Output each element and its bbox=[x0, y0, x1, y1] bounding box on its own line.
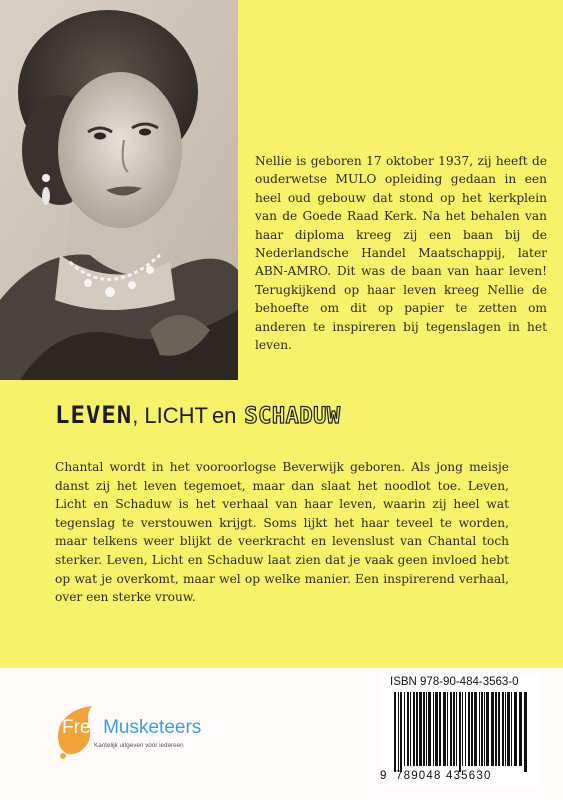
publisher-musketeers: Musketeers bbox=[103, 717, 202, 738]
barcode-bar bbox=[453, 692, 455, 766]
barcode-bar bbox=[407, 692, 409, 766]
barcode-bar bbox=[507, 692, 510, 766]
barcode-bar bbox=[450, 692, 452, 766]
barcode-bar bbox=[462, 692, 463, 766]
barcode-bar bbox=[426, 692, 427, 766]
title-schaduw: SCHADUW bbox=[244, 404, 341, 429]
publisher-tagline: Kantelijk uitgeven voor iedereen bbox=[94, 742, 184, 749]
barcode-bar bbox=[435, 692, 438, 766]
barcode-bar bbox=[479, 692, 480, 766]
barcode-bar bbox=[471, 692, 473, 766]
publisher-free: Free bbox=[62, 717, 102, 738]
barcode-bar bbox=[423, 692, 425, 766]
barcode-bar bbox=[474, 692, 477, 766]
title-leven: LEVEN bbox=[55, 401, 133, 429]
barcode-bar bbox=[514, 692, 517, 766]
barcode-icon bbox=[380, 675, 540, 775]
isbn-digit-first: 9 bbox=[380, 770, 388, 782]
publisher-logo bbox=[52, 700, 222, 760]
barcode-bar bbox=[447, 692, 448, 766]
barcode-bar bbox=[459, 692, 461, 772]
barcode-bar bbox=[394, 692, 396, 772]
barcode-bar bbox=[404, 692, 405, 766]
barcode-bar bbox=[484, 692, 485, 766]
barcode-bar bbox=[410, 692, 411, 766]
barcode-bar bbox=[468, 692, 470, 766]
barcode-bar bbox=[443, 692, 446, 766]
isbn-label: ISBN 978-90-484-3563-0 bbox=[390, 676, 519, 688]
barcode-bar bbox=[495, 692, 497, 766]
barcode-bar bbox=[413, 692, 415, 766]
barcode-bar bbox=[419, 692, 422, 766]
barcode-bar bbox=[433, 692, 434, 766]
barcode-bar bbox=[428, 692, 431, 766]
isbn-digits-rest: 789048 435630 bbox=[396, 770, 492, 782]
title-licht: LICHT bbox=[144, 403, 208, 428]
barcode-bar bbox=[439, 692, 441, 766]
barcode-bar bbox=[416, 692, 418, 766]
barcode-bar bbox=[505, 692, 506, 766]
barcode-bar bbox=[398, 692, 399, 772]
barcode-bar bbox=[400, 692, 402, 772]
publisher-name bbox=[62, 717, 201, 739]
barcode-bar bbox=[486, 692, 489, 766]
author-photo bbox=[0, 0, 238, 380]
barcode-bar bbox=[519, 692, 522, 766]
title-en: en bbox=[211, 403, 237, 428]
barcode-bar bbox=[511, 692, 512, 766]
author-bio: Nellie is geboren 17 oktober 1937, zij heeft de ouderwetse MULO opleiding gedaan in een heel oud gebouw dat stond op het kerkplein van de Goede Raad Kerk. Na het behalen van haar diploma kreeg zij een baan bij de Nederlandsche Handel Maatschappij, later ABN-AMRO. Dit was de baan van haar leven! Terugkijkend op haar leven kreeg Nellie de behoefte om dit op papier te zetten om anderen te inspireren bij tegenslagen in het leven. bbox=[255, 154, 547, 353]
barcode-bar bbox=[524, 692, 527, 772]
barcode-bar bbox=[498, 692, 500, 766]
isbn-barcode-block bbox=[380, 675, 540, 787]
book-blurb: Chantal wordt in het vooroorlogse Beverwijk geboren. Als jong meisje danst zij het leven tegemoet, maar dan slaat het noodlot toe. Leven, Licht en Schaduw is het verhaal van haar leven, waarin zij heel wat tegenslag te verstouwen krijgt. Soms lijkt het haar teveel te worden, maar telkens weer blijkt de veerkracht en levenslust van Chantal toch sterker. Leven, Licht en Schaduw laat zien dat je vaak geen invloed hebt op wat je overkomt, maar wel op welke manier. Een inspirerend verhaal, over een sterke vrouw. bbox=[55, 460, 509, 605]
book-title bbox=[55, 401, 341, 441]
author-photo-image bbox=[0, 0, 238, 380]
title-comma: , bbox=[132, 403, 139, 428]
barcode-bar bbox=[456, 692, 457, 766]
barcode-bar bbox=[502, 692, 504, 766]
barcode-bar bbox=[481, 692, 483, 766]
barcode-bar bbox=[491, 692, 494, 766]
barcode-bar bbox=[465, 692, 466, 766]
